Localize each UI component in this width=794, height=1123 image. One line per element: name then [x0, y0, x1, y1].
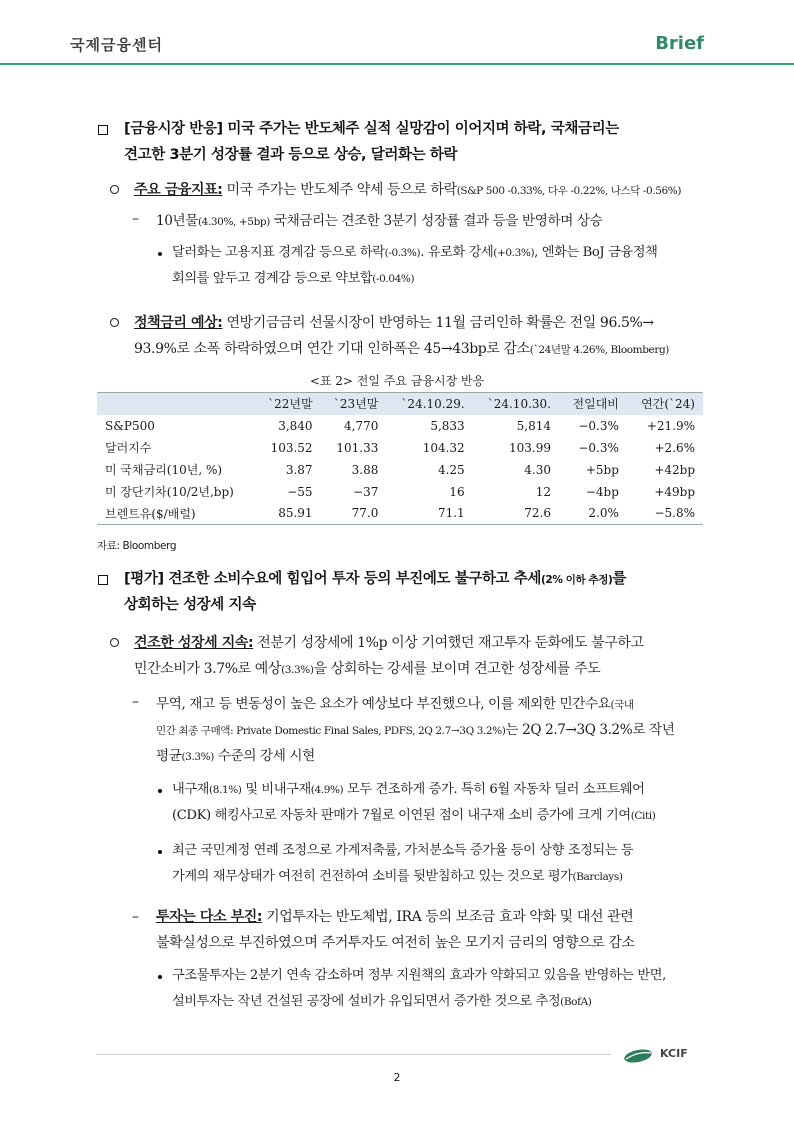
trade-paren1: (국내 — [610, 699, 634, 711]
trade-line2 — [156, 717, 674, 744]
invest-line1 — [156, 904, 633, 930]
square-bullet-icon — [98, 575, 108, 585]
table-cell: 3.88 — [351, 462, 379, 477]
growth-line1 — [134, 630, 644, 656]
bond-paren: (4.30%, +5bp) — [197, 216, 270, 228]
durable-text2: (CDK) 해킹사고로 자동차 판매가 7월로 이연된 점이 내구재 소비 증가에 크게 기여 — [172, 808, 631, 823]
table-cell: 2.0% — [559, 503, 627, 525]
bond-text-b: 국채금리는 견조한 3분기 성장률 결과 등을 반영하며 상승 — [269, 213, 603, 229]
section2-title-line1 — [124, 566, 626, 593]
policy-text1: 연방기금금리 선물시장이 반영하는 11월 금리인하 확률은 전일 96.5%→ — [222, 315, 654, 331]
table-cell: 달러지수 — [105, 441, 152, 455]
growth-line2 — [134, 656, 600, 683]
circle-bullet-icon — [110, 185, 119, 194]
org-name: 국제금융센터 — [70, 36, 163, 54]
table-cell: 103.99 — [508, 440, 551, 455]
durable-line1 — [172, 777, 645, 803]
bond-text-a: 10년물 — [156, 213, 198, 229]
trade-text3a: 평균 — [156, 748, 182, 764]
fx-item-line1 — [172, 240, 657, 266]
indicators-paren: (S&P 500 -0.33%, 다우 -0.22%, 나스닥 -0.56%) — [456, 185, 682, 197]
national-text2: 가계의 재무상태가 여전히 건전하여 소비를 뒷받침하고 있는 것으로 평가 — [172, 869, 573, 884]
growth-head: 견조한 성장세 지속: — [134, 635, 254, 651]
trade-text1: 무역, 재고 등 변동성이 높은 요소가 예상보다 부진했으나, 이를 제외한 민간수요 — [156, 696, 611, 712]
table-cell: 5,814 — [516, 418, 551, 433]
table-cell: 104.32 — [422, 440, 465, 455]
growth-text2b: 을 상회하는 강세를 보이며 견고한 성장세를 주도 — [313, 661, 601, 677]
dot-bullet-icon — [158, 850, 162, 854]
header-rule — [0, 63, 794, 65]
table-cell: S&P500 — [105, 418, 155, 433]
page-header — [0, 0, 794, 68]
trade-paren3: (3.3%) — [181, 751, 214, 763]
structure-line2 — [172, 989, 591, 1015]
table-cell: 12 — [535, 484, 551, 499]
dot-bullet-icon — [158, 975, 162, 979]
policy-line1 — [134, 310, 654, 336]
table-cell: 3,840 — [278, 418, 313, 433]
structure-text2: 설비투자는 작년 건설된 공장에 설비가 유입되면서 증가한 것으로 추정 — [172, 994, 561, 1009]
invest-head: 투자는 다소 부진: — [156, 909, 263, 925]
square-bullet-icon — [98, 125, 108, 135]
policy-text2: 93.9%로 소폭 하락하였으며 연간 기대 인하폭은 45→43bp로 감소 — [134, 341, 530, 357]
table-cell: 101.33 — [336, 440, 379, 455]
section2-text-b: 를 — [612, 571, 626, 587]
structure-line1: 구조물투자는 2분기 연속 감소하며 정부 지원책의 효과가 약화되고 있음을 반영하는 반면, — [172, 968, 666, 983]
durable-text1b: 및 비내구재 — [241, 782, 311, 797]
national-line2 — [172, 864, 623, 890]
table-cell: 미 장단기차(10/2년,bp) — [105, 485, 234, 499]
circle-bullet-icon — [110, 638, 119, 647]
table-cell: 4,770 — [344, 418, 379, 433]
circle-bullet-icon — [110, 318, 119, 327]
table-cell: 4.30 — [524, 462, 551, 477]
page-number: 2 — [393, 1071, 401, 1084]
durable-paren1: (8.1%) — [209, 784, 242, 796]
table-cell: 103.52 — [270, 440, 313, 455]
trade-text3b: 수준의 강세 시현 — [213, 748, 315, 764]
table-row — [97, 481, 703, 503]
table-cell: 72.6 — [473, 503, 559, 525]
kcif-logo — [622, 1044, 722, 1066]
table-cell: 16 — [449, 484, 465, 499]
col-header — [97, 393, 255, 415]
col-header: `22년말 — [255, 393, 321, 415]
indicators-text: 미국 주가는 반도체주 약세 등으로 하락 — [222, 182, 457, 198]
table-header-row — [97, 393, 703, 415]
kcif-logo-text: KCIF — [660, 1047, 688, 1060]
table-cell: +21.9% — [646, 418, 695, 433]
trade-paren2: 민간 최종 구매액: Private Domestic Final Sales, PDFS, 2Q 2.7→3Q 3.2%) — [156, 725, 506, 737]
table-cell: 3.87 — [285, 462, 313, 477]
dash-bullet-icon: – — [132, 694, 139, 710]
section2-paren: (2% 이하 추정) — [541, 574, 613, 586]
durable-line2 — [172, 803, 655, 829]
col-header: 전일대비 — [559, 393, 627, 415]
national-line1: 최근 국민계정 연례 조정으로 가계저축률, 가처분소득 증가율 등이 상향 조정되는 등 — [172, 843, 634, 858]
col-header: `23년말 — [321, 393, 387, 415]
durable-text1a: 내구재 — [172, 782, 210, 797]
growth-paren: (3.3%) — [281, 664, 314, 676]
table-cell: +5bp — [585, 462, 619, 477]
table-cell: +42bp — [654, 462, 695, 477]
dash-bullet-icon: – — [132, 211, 139, 227]
policy-head: 정책금리 예상: — [134, 315, 223, 331]
structure-paren: (BofA) — [560, 996, 592, 1008]
dot-bullet-icon — [158, 252, 162, 256]
section1-title-line2: 견고한 3분기 성장률 결과 등으로 상승, 달러화는 하락 — [124, 147, 458, 163]
table-cell: +49bp — [654, 484, 695, 499]
bond-item — [156, 208, 602, 235]
growth-text2a: 민간소비가 3.7%로 예상 — [134, 661, 282, 677]
brief-label: Brief — [655, 33, 704, 54]
col-header: `24.10.30. — [473, 393, 559, 415]
table-row — [97, 437, 703, 459]
trade-line1 — [156, 691, 634, 718]
durable-text1c: 모두 견조하게 증가. 특히 6월 자동차 딜러 소프트웨어 — [343, 782, 645, 797]
table-cell: 4.25 — [437, 462, 465, 477]
fx-text-c: , 엔화는 BoJ 금융정책 — [534, 245, 658, 260]
table-caption: <표 2> 전일 주요 금융시장 반응 — [309, 374, 485, 388]
table-cell: 브렌트유($/배럴) — [97, 503, 255, 525]
table-cell: −55 — [287, 484, 313, 499]
table-row — [97, 459, 703, 481]
fx-paren1: (-0.3%) — [384, 247, 421, 259]
section2-text-a: [평가] 견조한 소비수요에 힘입어 투자 등의 부진에도 불구하고 추세 — [124, 571, 542, 587]
national-paren: (Barclays) — [572, 871, 623, 883]
fx-paren3: (-0.04%) — [372, 273, 415, 285]
col-header: `24.10.29. — [386, 393, 472, 415]
table-cell: 77.0 — [321, 503, 387, 525]
durable-paren3: (Citi) — [630, 810, 656, 822]
fx-text-b: . 유로화 강세 — [420, 245, 494, 260]
table-cell: −5.8% — [627, 503, 703, 525]
invest-text1: 기업투자는 반도체법, IRA 등의 보조금 효과 약화 및 대선 관련 — [262, 909, 634, 925]
table-cell: 71.1 — [386, 503, 472, 525]
dash-bullet-icon: – — [132, 909, 139, 925]
footer-rule — [96, 1054, 611, 1055]
fx-paren2: (+0.3%) — [493, 247, 535, 259]
fx-text-d: 회의를 앞두고 경계감 등으로 약보합 — [172, 271, 373, 286]
table-cell: −0.3% — [578, 440, 619, 455]
table-source: 자료: Bloomberg — [97, 540, 177, 552]
durable-paren2: (4.9%) — [310, 784, 344, 796]
table-cell: −37 — [353, 484, 379, 499]
table-cell: +2.6% — [654, 440, 695, 455]
table-cell: −0.3% — [578, 418, 619, 433]
trade-text2: 는 2Q 2.7→3Q 3.2%로 작년 — [505, 722, 675, 738]
fx-item-line2 — [172, 266, 414, 292]
policy-line2 — [134, 336, 669, 363]
table-cell: −4bp — [585, 484, 619, 499]
section2-title-line2: 상회하는 성장세 지속 — [124, 597, 256, 613]
invest-line2: 불확실성으로 부진하였으며 주거투자도 여전히 높은 모기지 금리의 영향으로 감소 — [156, 935, 635, 951]
fx-text-a: 달러화는 고용지표 경계감 등으로 하락 — [172, 245, 385, 260]
table-row — [97, 503, 703, 525]
indicators-item — [134, 177, 681, 204]
trade-line3 — [156, 743, 315, 770]
table-row — [97, 415, 703, 437]
section1-title-line1: [금융시장 반응] 미국 주가는 반도체주 실적 실망감이 이어지며 하락, 국채금리는 — [124, 121, 619, 137]
policy-paren: (`24년말 4.26%, Bloomberg) — [529, 344, 670, 356]
indicators-head: 주요 금융지표: — [134, 182, 223, 198]
table-cell: 85.91 — [255, 503, 321, 525]
col-header: 연간(`24) — [627, 393, 703, 415]
table-cell: 미 국채금리(10년, %) — [105, 463, 223, 477]
market-table — [97, 392, 703, 525]
dot-bullet-icon — [158, 789, 162, 793]
growth-text1: 전분기 성장세에 1%p 이상 기여했던 재고투자 둔화에도 불구하고 — [253, 635, 644, 651]
table-cell: 5,833 — [430, 418, 465, 433]
